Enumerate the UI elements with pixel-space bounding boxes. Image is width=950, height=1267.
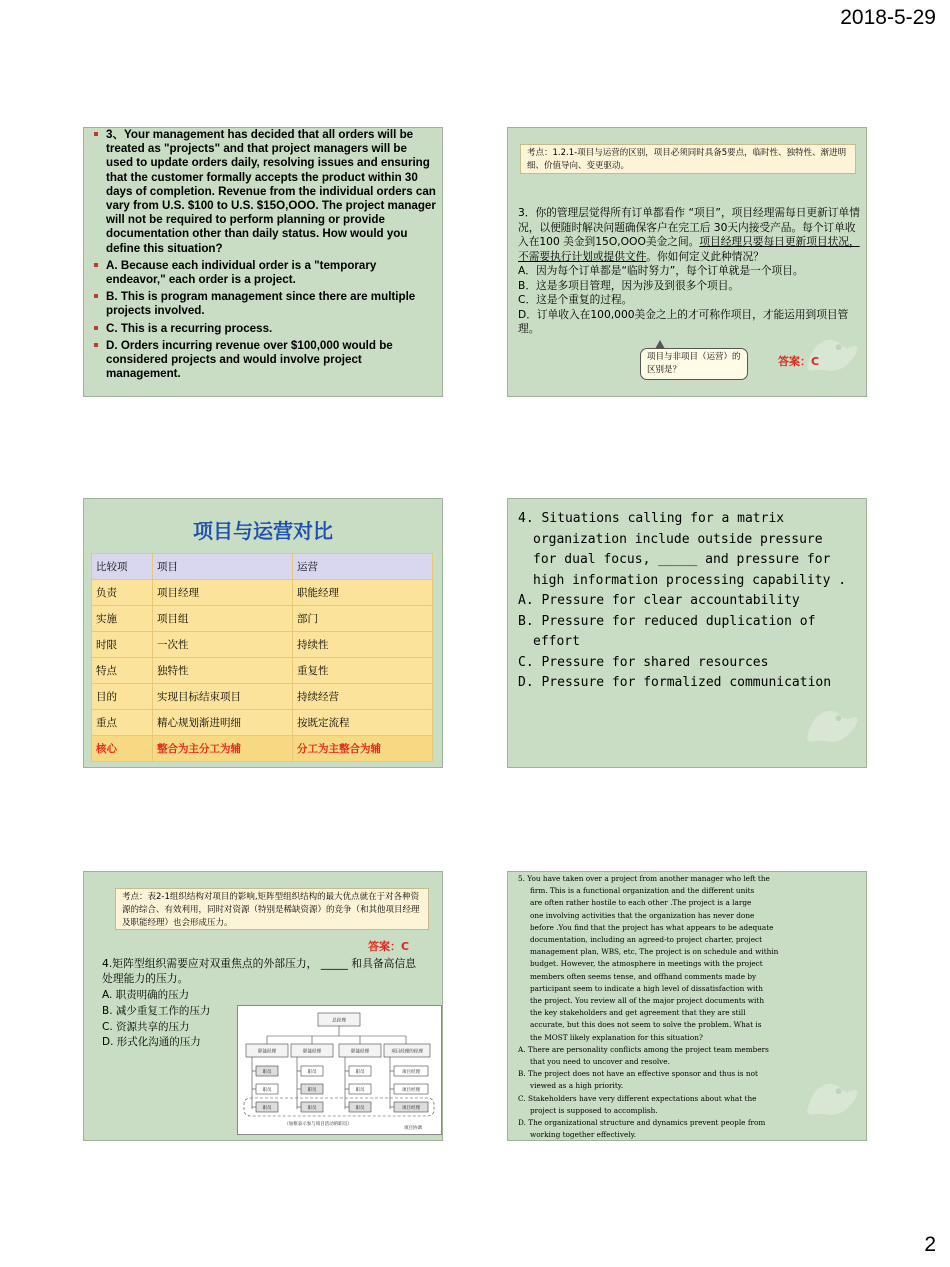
option-a: A．因为每个订单都是“临时努力”，每个订单就是一个项目。	[518, 264, 804, 277]
table-cell: 运营	[292, 554, 432, 580]
table-cell: 持续性	[292, 632, 432, 658]
question-line: 4. Situations calling for a matrix	[518, 511, 785, 526]
slide-english-question-5	[507, 871, 867, 1141]
question-line: one involving activities that the organization has never done	[530, 910, 755, 920]
option-c: C. Stakeholders have very different expectations about what the	[518, 1093, 757, 1103]
option-b: B. 减少重复工作的压力	[102, 1004, 211, 1017]
question-line: budget. However, the atmosphere in meetings with the project	[530, 959, 763, 969]
svg-text:职员: 职员	[355, 1087, 365, 1093]
question-line: 5. You have taken over a project from another manager who left the	[518, 874, 770, 883]
option-b: B. Pressure for reduced duplication of	[518, 613, 816, 629]
question-body	[518, 509, 863, 694]
table-cell: 负责	[92, 580, 153, 606]
option-a: A. Because each individual order is a "temporary endeavor," each order is a project.	[92, 259, 436, 287]
slide-project-vs-operations	[83, 498, 443, 768]
table-cell: 实现目标结束项目	[152, 684, 292, 710]
option-a: A. 职责明确的压力	[102, 989, 190, 1001]
print-date: 2018-5-29	[840, 6, 936, 29]
question-text: 4.矩阵型组织需要应对双重焦点的外部压力， _____ 和具备高信息处理能力的压力。	[102, 957, 417, 985]
callout-bubble: 项目与非项目（运营）的区别是？	[640, 348, 748, 380]
table-cell: 比较项	[92, 554, 153, 580]
option-c-cont: project is supposed to accomplish.	[530, 1105, 658, 1115]
svg-text:项目协调: 项目协调	[404, 1126, 422, 1131]
svg-text:职员: 职员	[262, 1069, 272, 1075]
table-row-highlight	[92, 736, 433, 762]
table-cell: 项目经理	[152, 580, 292, 606]
option-c: C. 资源共享的压力	[102, 1020, 190, 1033]
option-b-cont: effort	[533, 634, 580, 649]
table-row	[92, 632, 433, 658]
option-d: D. Orders incurring revenue over $100,000 would be considered projects and would involve project management.	[92, 339, 436, 382]
table-cell: 职能经理	[292, 580, 432, 606]
table-cell: 核心	[92, 736, 153, 762]
table-cell: 目的	[92, 684, 153, 710]
question-line: firm. This is a functional organization and the different units	[530, 886, 755, 896]
svg-text:职员: 职员	[355, 1105, 365, 1111]
question-line: for dual focus, _____ and pressure for	[533, 552, 831, 567]
question-body	[518, 206, 860, 337]
svg-text:总经理: 总经理	[332, 1018, 346, 1024]
svg-text:（加框表示参与项目活动的职员）: （加框表示参与项目活动的职员）	[284, 1122, 352, 1127]
svg-text:职员: 职员	[262, 1105, 272, 1111]
question-text: 3、Your management has decided that all orders will be treated as "projects" and that project managers will be used to update orders daily, resolving issues and ensuring that the customer formally accepts the product within 30 days of completion. Revenue from the individual orders can vary from U.S. $100 to U.S. $15O,OOO. The project manager will not be required to perform planning or provide documentation other than daily status. How would you define this situation?	[92, 128, 436, 256]
slide-chinese-question-4	[83, 871, 443, 1141]
question-line: participant seem to indicate a high level of dissatisfaction with	[530, 983, 763, 993]
svg-text:项目经理: 项目经理	[402, 1087, 420, 1093]
question-text: 3．你的管理层觉得所有订单都看作 “项目”，项目经理需每日更新订单情况，以便随时解决问题确保客户在完工后 30天内接受产品。每个订单收入在100 美金到15O,OOO美金之间。项目经理只要每日更新项目状况，不需要执行计划或提供文件。你如何定义此种情况？	[518, 206, 860, 263]
option-b: B．这是多项目管理，因为涉及到很多个项目。	[518, 278, 740, 292]
option-list	[102, 988, 210, 1051]
option-b-cont: viewed as a high priority.	[530, 1081, 624, 1091]
table-row	[92, 684, 433, 710]
svg-text:职员: 职员	[307, 1087, 317, 1093]
slide-chinese-question-3	[507, 127, 867, 397]
table-row	[92, 710, 433, 736]
option-a-cont: that you need to uncover and resolve.	[530, 1057, 670, 1067]
table-cell: 项目组	[152, 606, 292, 632]
page-number: 2	[924, 1233, 936, 1256]
option-b: B. The project does not have an effective sponsor and thus is not	[518, 1069, 758, 1079]
svg-text:职员: 职员	[307, 1069, 317, 1075]
svg-text:项目经理: 项目经理	[402, 1069, 420, 1075]
dragon-watermark-icon	[802, 701, 860, 749]
table-cell: 部门	[292, 606, 432, 632]
answer-label: 答案：C	[368, 940, 410, 953]
svg-text:职员: 职员	[307, 1105, 317, 1111]
option-d: D. Pressure for formalized communication	[518, 675, 832, 690]
question-line: the key stakeholders and get agreement that they are still	[530, 1008, 746, 1018]
option-a: A. Pressure for clear accountability	[518, 593, 800, 608]
option-d: D. The organizational structure and dynamics prevent people from	[518, 1118, 766, 1128]
option-b: B. This is program management since there are multiple projects involved.	[92, 290, 436, 318]
table-cell: 重点	[92, 710, 153, 736]
question-line: high information processing capability .	[533, 572, 847, 588]
table-cell: 实施	[92, 606, 153, 632]
svg-text:项目经理: 项目经理	[402, 1105, 420, 1111]
comparison-table	[91, 553, 433, 762]
slide-title: 项目与运营对比	[193, 519, 333, 543]
table-cell: 分工为主整合为辅	[292, 736, 432, 762]
table-header-row	[92, 554, 433, 580]
table-cell: 精心规划渐进明细	[152, 710, 292, 736]
question-body	[518, 873, 863, 1141]
svg-text:职能经理: 职能经理	[351, 1049, 369, 1055]
svg-text:职能经理: 职能经理	[258, 1049, 276, 1055]
slide-english-question-3	[83, 127, 443, 397]
table-cell: 时限	[92, 632, 153, 658]
question-line: organization include outside pressure	[533, 531, 823, 547]
answer-label: 答案：C	[778, 355, 820, 368]
question-line: before .You find that the project has what appears to be adequate	[530, 922, 774, 932]
question-line: accurate, but this does not seem to solve the problem. What is	[530, 1020, 762, 1030]
table-cell: 独特性	[152, 658, 292, 684]
table-cell: 按既定流程	[292, 710, 432, 736]
table-cell: 项目	[152, 554, 292, 580]
option-c: C. Pressure for shared resources	[518, 654, 769, 670]
question-line: management plan, WBS, etc, The project is on schedule and within	[530, 947, 779, 957]
key-point-note: 考点：表2-1组织结构对项目的影响,矩阵型组织结构的最大优点就在于对各种资源的综合、有效利用，同时对资源（特别是稀缺资源）的竞争（和其他项目经理及职能经理）也会形成压力。	[115, 888, 429, 930]
option-a: A. There are personality conflicts among the project team members	[518, 1044, 769, 1054]
table-cell: 一次性	[152, 632, 292, 658]
svg-text:职员: 职员	[262, 1087, 272, 1093]
key-point-note: 考点：1.2.1-项目与运营的区别，项目必须同时具备5要点，临时性、独特性、渐进明细、价值导向、变更驱动。	[520, 144, 856, 174]
table-cell: 重复性	[292, 658, 432, 684]
question-line: are often rather hostile to each other .The project is a large	[530, 898, 752, 908]
question-line: the project. You review all of the major project documents with	[530, 996, 765, 1006]
svg-text:项目经理的经理: 项目经理的经理	[391, 1049, 423, 1055]
table-row	[92, 606, 433, 632]
table-cell: 特点	[92, 658, 153, 684]
option-c: C．这是个重复的过程。	[518, 293, 633, 306]
bullet-list	[84, 128, 442, 381]
slide-english-question-4	[507, 498, 867, 768]
svg-text:职员: 职员	[355, 1069, 365, 1075]
table-cell: 持续经营	[292, 684, 432, 710]
option-d: D．订单收入在100,000美金之上的才可称作项目，才能运用到项目管理。	[518, 307, 849, 335]
matrix-org-chart	[237, 1005, 442, 1135]
option-d: D. 形式化沟通的压力	[102, 1036, 201, 1049]
question-line: documentation, including an agreed-to project charter, project	[530, 935, 763, 945]
option-d-cont: working together effectively.	[530, 1130, 637, 1140]
option-c: C. This is a recurring process.	[92, 322, 436, 336]
table-row	[92, 658, 433, 684]
table-row	[92, 580, 433, 606]
question-line: members often seems tense, and offhand comments made by	[530, 971, 757, 981]
question-line: the MOST likely explanation for this situation?	[530, 1032, 703, 1042]
table-cell: 整合为主分工为辅	[152, 736, 292, 762]
svg-text:职能经理: 职能经理	[303, 1049, 321, 1055]
